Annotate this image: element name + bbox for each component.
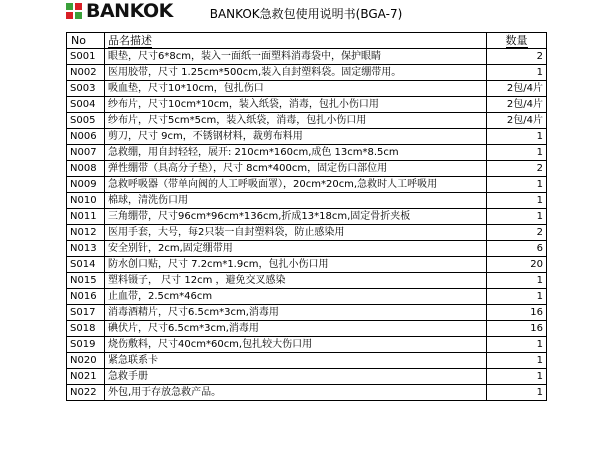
table-row (67, 337, 547, 353)
column-header-quantity-label: 数量 (505, 34, 528, 47)
cell-quantity: 2包/4片 (487, 113, 547, 129)
cell-no: N012 (67, 225, 105, 241)
cell-description: 三角绷带，尺寸96cm*96cm*136cm,折成13*18cm,固定骨折夹板 (105, 209, 487, 225)
cell-quantity: 2包/4片 (487, 81, 547, 97)
cell-no: S019 (67, 337, 105, 353)
cell-no: N013 (67, 241, 105, 257)
cell-no: N010 (67, 193, 105, 209)
cell-description: 弹性绷带（具高分子垫），尺寸 8cm*400cm，固定伤口部位用 (105, 161, 487, 177)
table-row (67, 81, 547, 97)
cell-no: N008 (67, 161, 105, 177)
cell-quantity: 2 (487, 225, 547, 241)
cell-description: 外包,用于存放急救产品。 (105, 385, 487, 401)
cell-description: 止血带，2.5cm*46cm (105, 289, 487, 305)
cell-no: N015 (67, 273, 105, 289)
cell-description: 安全别针，2cm,固定绷带用 (105, 241, 487, 257)
cell-description: 医用胶带，尺寸 1.25cm*500cm,装入自封塑料袋。固定绷带用。 (105, 65, 487, 81)
table-row (67, 289, 547, 305)
cell-quantity: 1 (487, 289, 547, 305)
cell-quantity: 1 (487, 177, 547, 193)
brand-name: BANKOK (86, 0, 173, 22)
cell-no: N009 (67, 177, 105, 193)
table-row (67, 385, 547, 401)
column-header-quantity (487, 33, 547, 49)
cell-description: 纱布片，尺寸10cm*10cm，装入纸袋，消毒，包扎小伤口用 (105, 97, 487, 113)
cell-description: 烧伤敷料，尺寸40cm*60cm,包扎较大伤口用 (105, 337, 487, 353)
table-row (67, 273, 547, 289)
cell-quantity: 1 (487, 65, 547, 81)
cell-description: 纱布片，尺寸5cm*5cm，装入纸袋，消毒，包扎小伤口用 (105, 113, 487, 129)
cell-description: 急救绷，用自封轻轻，展开: 210cm*160cm,成色 13cm*8.5cm (105, 145, 487, 161)
table-row (67, 145, 547, 161)
cell-description: 防水创口贴，尺寸 7.2cm*1.9cm，包扎小伤口用 (105, 257, 487, 273)
table-header-row (67, 33, 547, 49)
cell-no: S014 (67, 257, 105, 273)
cell-description: 碘伏片，尺寸6.5cm*3cm,消毒用 (105, 321, 487, 337)
column-header-no (67, 33, 105, 49)
cell-no: S004 (67, 97, 105, 113)
cell-no: S005 (67, 113, 105, 129)
table-row (67, 65, 547, 81)
cell-quantity: 1 (487, 209, 547, 225)
table-row (67, 321, 547, 337)
cell-quantity: 16 (487, 321, 547, 337)
column-header-description (105, 33, 487, 49)
cell-quantity: 2 (487, 49, 547, 65)
cell-quantity: 1 (487, 193, 547, 209)
table-row (67, 129, 547, 145)
cell-description: 紧急联系卡 (105, 353, 487, 369)
cell-no: N002 (67, 65, 105, 81)
cell-quantity: 2包/4片 (487, 97, 547, 113)
cell-no: N006 (67, 129, 105, 145)
table-row (67, 209, 547, 225)
column-header-description-label: 品名描述 (108, 34, 152, 47)
items-table (66, 32, 547, 401)
cell-no: N007 (67, 145, 105, 161)
cell-quantity: 16 (487, 305, 547, 321)
cell-description: 急救手册 (105, 369, 487, 385)
table-row (67, 177, 547, 193)
cell-no: N022 (67, 385, 105, 401)
table-row (67, 113, 547, 129)
cell-description: 吸血垫，尺寸10*10cm，包扎伤口 (105, 81, 487, 97)
table-row (67, 369, 547, 385)
table-row (67, 241, 547, 257)
cell-no: S017 (67, 305, 105, 321)
table-row (67, 49, 547, 65)
cell-quantity: 20 (487, 257, 547, 273)
cell-description: 棉球，清洗伤口用 (105, 193, 487, 209)
cell-description: 眼垫，尺寸6*8cm，装入一面纸一面塑料消毒袋中，保护眼睛 (105, 49, 487, 65)
document-header (0, 0, 612, 32)
cell-quantity: 2 (487, 161, 547, 177)
cell-description: 塑料镊子， 尺寸 12cm ，避免交叉感染 (105, 273, 487, 289)
table-row (67, 161, 547, 177)
cell-no: N020 (67, 353, 105, 369)
cell-quantity: 1 (487, 273, 547, 289)
cell-quantity: 6 (487, 241, 547, 257)
cell-no: S018 (67, 321, 105, 337)
cell-quantity: 1 (487, 145, 547, 161)
cell-no: S001 (67, 49, 105, 65)
cell-description: 消毒酒精片，尺寸6.5cm*3cm,消毒用 (105, 305, 487, 321)
cell-quantity: 1 (487, 353, 547, 369)
column-header-no-label: No (71, 34, 86, 47)
table-row (67, 193, 547, 209)
cell-quantity: 1 (487, 369, 547, 385)
table-row (67, 257, 547, 273)
table-body (67, 49, 547, 401)
cell-no: N016 (67, 289, 105, 305)
table-row (67, 353, 547, 369)
cell-description: 急救呼吸器（带单向阀的人工呼吸面罩），20cm*20cm,急救时人工呼吸用 (105, 177, 487, 193)
cell-quantity: 1 (487, 337, 547, 353)
cell-no: N011 (67, 209, 105, 225)
table-row (67, 97, 547, 113)
cell-description: 剪刀，尺寸 9cm，不锈钢材料，裁剪布料用 (105, 129, 487, 145)
table-row (67, 225, 547, 241)
page-title: BANKOK急救包使用说明书(BGA-7) (209, 7, 403, 21)
cell-no: S003 (67, 81, 105, 97)
cell-description: 医用手套，大号，每2只装一自封塑料袋，防止感染用 (105, 225, 487, 241)
cell-quantity: 1 (487, 385, 547, 401)
table-row (67, 305, 547, 321)
cell-no: N021 (67, 369, 105, 385)
cell-quantity: 1 (487, 129, 547, 145)
